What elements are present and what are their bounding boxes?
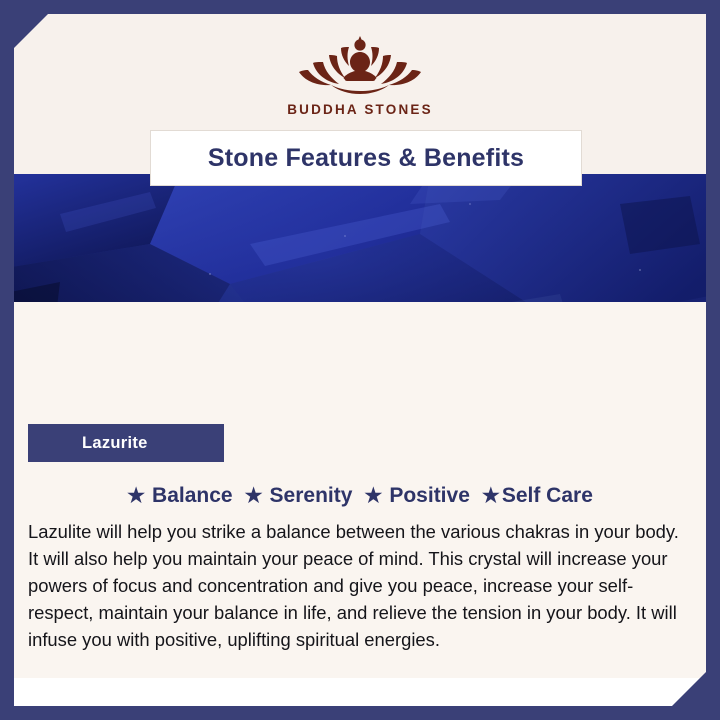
keyword-item xyxy=(470,484,593,508)
keyword-item xyxy=(352,484,469,508)
keyword-label: Balance xyxy=(152,484,233,507)
star-icon: ★ xyxy=(244,485,263,507)
keyword-list xyxy=(14,484,706,508)
keyword-label: Positive xyxy=(389,484,470,507)
corner-accent-top-left xyxy=(0,0,62,62)
benefits-section xyxy=(14,302,706,706)
star-icon: ★ xyxy=(127,485,146,507)
lotus-meditation-icon xyxy=(285,28,435,100)
content-card xyxy=(14,14,706,706)
keyword-label: Self Care xyxy=(501,484,593,507)
keyword-item xyxy=(233,484,353,508)
brand-header xyxy=(14,14,706,130)
stone-name-text: Lazurite xyxy=(82,433,148,452)
keyword-item xyxy=(127,484,232,508)
stone-name-label xyxy=(28,424,224,462)
star-icon: ★ xyxy=(364,485,383,507)
bottom-strip xyxy=(14,678,706,706)
page-title-text: Stone Features & Benefits xyxy=(207,143,525,172)
keyword-label: Serenity xyxy=(269,484,353,507)
description-text: Lazulite will help you strike a balance between the various chakras in your body. It will also help you maintain your peace of mind. This crystal will increase your powers of focus and concentration and give you peace, increase your self-respect, maintain your balance in life, and relieve the tension in your body. It will infuse you with positive, uplifting spiritual energies. xyxy=(28,521,679,651)
corner-accent-bottom-right xyxy=(658,658,720,720)
star-icon: ★ xyxy=(481,485,500,507)
brand-name: BUDDHA STONES xyxy=(287,102,433,117)
page-title xyxy=(150,130,582,186)
